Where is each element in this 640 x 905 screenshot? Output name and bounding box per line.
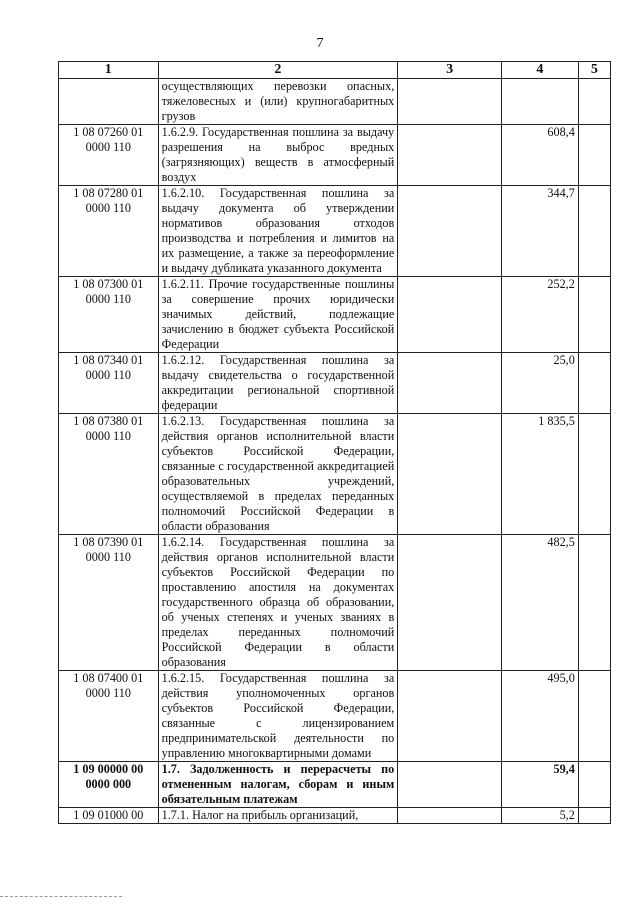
column-5-cell [578, 79, 610, 125]
table-row [59, 79, 611, 125]
amount-cell: 59,4 [502, 762, 579, 808]
description-cell: осуществляющих перевозки опасных, тяжеловесных и (или) крупногабаритных грузов [158, 79, 398, 125]
amount-cell [502, 79, 579, 125]
table-row [59, 535, 611, 671]
column-5-cell [578, 671, 610, 762]
table-row [59, 762, 611, 808]
table-row [59, 186, 611, 277]
table-row [59, 671, 611, 762]
column-header-2: 2 [158, 62, 398, 79]
table-body [59, 79, 611, 824]
column-3-cell [398, 535, 502, 671]
description-cell: 1.6.2.11. Прочие государственные пошлины за совершение прочих юридически значимых действий, подлежащие зачислению в бюджет субъекта Российской Федерации [158, 277, 398, 353]
budget-code-cell: 1 08 07280 01 0000 110 [59, 186, 159, 277]
description-cell: 1.7. Задолженность и перерасчеты по отмененным налогам, сборам и иным обязательным платежам [158, 762, 398, 808]
budget-code-cell: 1 09 01000 00 [59, 808, 159, 824]
budget-code-cell: 1 08 07340 01 0000 110 [59, 353, 159, 414]
column-3-cell [398, 277, 502, 353]
budget-code-cell: 1 08 07380 01 0000 110 [59, 414, 159, 535]
amount-cell: 25,0 [502, 353, 579, 414]
budget-code-cell: 1 08 07390 01 0000 110 [59, 535, 159, 671]
table-header-row [59, 62, 611, 79]
column-header-3: 3 [398, 62, 502, 79]
budget-code-cell: 1 08 07260 01 0000 110 [59, 125, 159, 186]
description-cell: 1.7.1. Налог на прибыль организаций, [158, 808, 398, 824]
table-row [59, 808, 611, 824]
column-5-cell [578, 535, 610, 671]
table-row [59, 414, 611, 535]
column-header-1: 1 [59, 62, 159, 79]
column-3-cell [398, 414, 502, 535]
column-5-cell [578, 277, 610, 353]
column-3-cell [398, 125, 502, 186]
column-3-cell [398, 353, 502, 414]
footer-divider [0, 896, 122, 897]
amount-cell: 344,7 [502, 186, 579, 277]
column-3-cell [398, 671, 502, 762]
column-5-cell [578, 414, 610, 535]
amount-cell: 5,2 [502, 808, 579, 824]
column-5-cell [578, 186, 610, 277]
description-cell: 1.6.2.12. Государственная пошлина за выдачу свидетельства о государственной аккредитации региональной спортивной федерации [158, 353, 398, 414]
budget-code-cell [59, 79, 159, 125]
description-cell: 1.6.2.9. Государственная пошлина за выдачу разрешения на выброс вредных (загрязняющих) веществ в атмосферный воздух [158, 125, 398, 186]
column-5-cell [578, 808, 610, 824]
column-5-cell [578, 762, 610, 808]
column-5-cell [578, 353, 610, 414]
table-row [59, 353, 611, 414]
column-3-cell [398, 808, 502, 824]
amount-cell: 482,5 [502, 535, 579, 671]
page-number: 7 [316, 36, 324, 51]
column-3-cell [398, 79, 502, 125]
column-header-5: 5 [578, 62, 610, 79]
amount-cell: 495,0 [502, 671, 579, 762]
column-5-cell [578, 125, 610, 186]
revenue-table [58, 61, 611, 824]
budget-code-cell: 1 09 00000 00 0000 000 [59, 762, 159, 808]
description-cell: 1.6.2.10. Государственная пошлина за выдачу документа об утверждении нормативов образования отходов производства и потребления и лимитов на их размещение, а также за переоформление и выдачу дубликата указанного документа [158, 186, 398, 277]
description-cell: 1.6.2.15. Государственная пошлина за действия уполномоченных органов субъектов Российской Федерации, связанные с лицензированием предпринимательской деятельности по управлению многоквартирными домами [158, 671, 398, 762]
description-cell: 1.6.2.13. Государственная пошлина за действия органов исполнительной власти субъектов Российской Федерации, связанные с государственной аккредитацией образовательных учреждений, осуществляемой в пределах переданных полномочий Российской Федерации в области образования [158, 414, 398, 535]
amount-cell: 1 835,5 [502, 414, 579, 535]
column-3-cell [398, 186, 502, 277]
description-cell: 1.6.2.14. Государственная пошлина за действия органов исполнительной власти субъектов Российской Федерации по проставлению апостиля на документах государственного образца об образовании, об ученых степенях и ученых званиях в пределах переданных полномочий Российской Федерации в области образования [158, 535, 398, 671]
budget-code-cell: 1 08 07300 01 0000 110 [59, 277, 159, 353]
column-3-cell [398, 762, 502, 808]
column-header-4: 4 [502, 62, 579, 79]
amount-cell: 252,2 [502, 277, 579, 353]
budget-code-cell: 1 08 07400 01 0000 110 [59, 671, 159, 762]
table-row [59, 125, 611, 186]
table-row [59, 277, 611, 353]
amount-cell: 608,4 [502, 125, 579, 186]
